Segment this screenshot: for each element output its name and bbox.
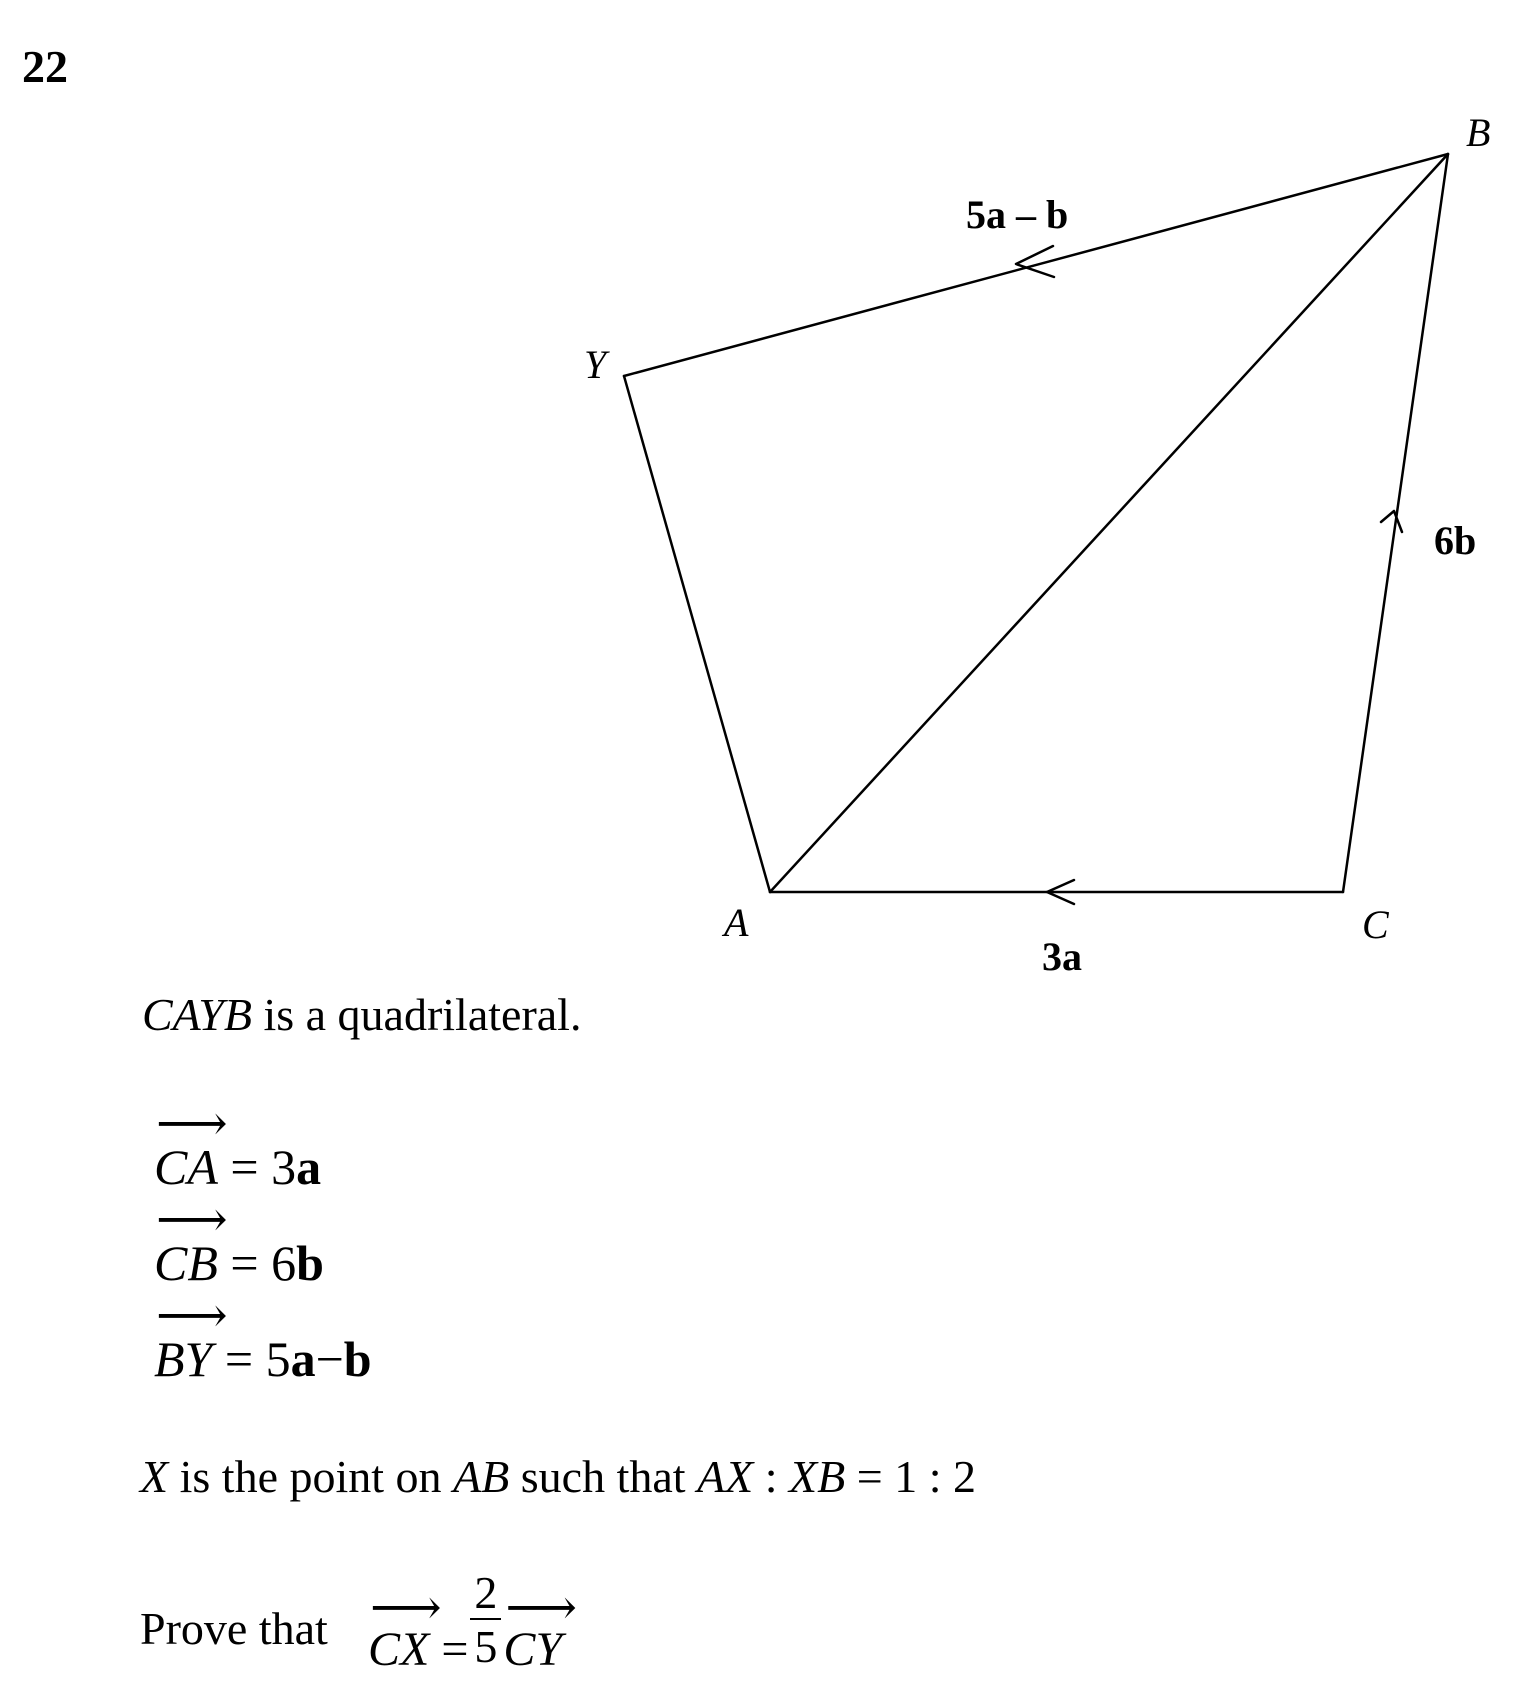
fraction: $\frac{2}{5}$	[470, 1570, 501, 1670]
vector-by-name: ⟶ BY	[154, 1287, 228, 1387]
edge-label-ca: 3a	[1042, 934, 1082, 979]
vector-ca-name: ⟶ CA	[154, 1095, 228, 1195]
arrow-cb	[1381, 511, 1402, 532]
edge-cb	[1343, 154, 1448, 892]
quadrilateral-statement	[142, 989, 582, 1040]
vector-arrow-icon: ⟶	[370, 1579, 442, 1636]
prove-rhs-vector: ⟶ CY	[503, 1579, 578, 1677]
vertex-label-c: C	[1362, 902, 1389, 947]
prove-label: Prove that	[140, 1603, 328, 1654]
edge-by	[624, 154, 1448, 376]
vector-ca-line: ⟶ CA = 3a	[154, 1095, 322, 1195]
shape-name: CAYB	[142, 989, 252, 1040]
vertex-label-y: Y	[584, 342, 607, 387]
vector-arrow-icon: ⟶	[156, 1287, 228, 1343]
vector-arrow-icon: ⟶	[505, 1579, 578, 1636]
vector-cb-line: ⟶ CB = 6b	[154, 1191, 324, 1291]
edge-label-cb: 6b	[1434, 518, 1477, 563]
vertex-label-a: A	[724, 900, 749, 945]
vector-arrow-icon: ⟶	[156, 1191, 228, 1247]
vector-by-line: ⟶ BY = 5a−b	[154, 1287, 372, 1387]
question-number: 22	[22, 41, 68, 92]
edge-label-by: 5a – b	[966, 192, 1069, 237]
prove-lhs-vector: ⟶ CX	[368, 1579, 442, 1677]
vector-cb-name: ⟶ CB	[154, 1191, 228, 1291]
vertex-label-b: B	[1466, 110, 1491, 155]
vector-arrow-icon: ⟶	[156, 1095, 228, 1151]
point-x-statement: X is the point on AB such that AX : XB = 1 : 2	[140, 1451, 976, 1502]
prove-equation: ⟶ CX = $\frac{2}{5}$ ⟶ CY	[368, 1567, 578, 1677]
diagonal-ab	[770, 154, 1448, 892]
edge-ya	[624, 376, 770, 892]
statement-rest: is a quadrilateral.	[251, 989, 582, 1040]
